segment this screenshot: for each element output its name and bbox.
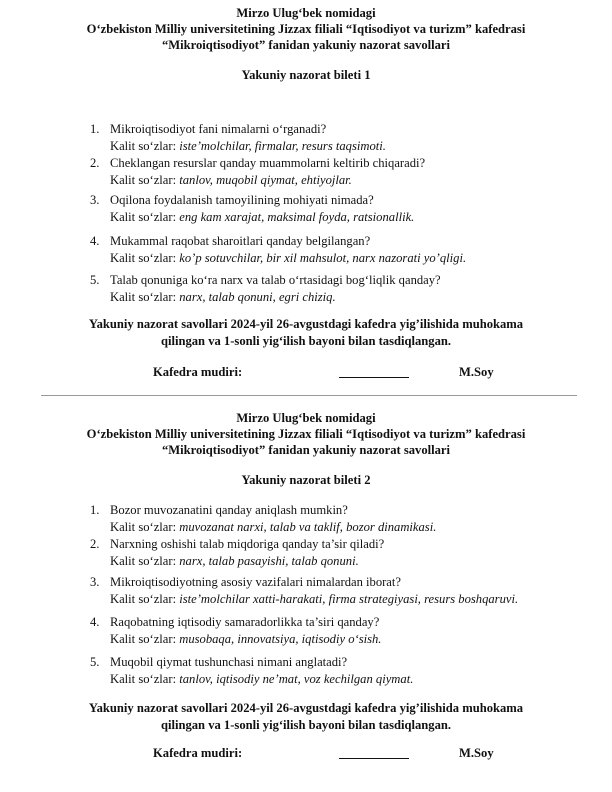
question-text: Muqobil qiymat tushunchasi nimani anglatadi? — [110, 655, 348, 669]
question-text: Mikroiqtisodiyot fani nimalarni o‘rganadi? — [110, 122, 327, 136]
approval-line-1: Yakuniy nazorat savollari 2024-yil 26-avgustdagi kafedra yig’ilishida muhokama — [88, 317, 524, 331]
signature-label: Kafedra mudiri: — [153, 365, 243, 379]
header-line-1: Mirzo Ulug‘bek nomidagi — [236, 411, 376, 425]
question-keywords — [110, 553, 359, 569]
keywords-label: Kalit so‘zlar: — [110, 139, 180, 153]
question-text: Oqilona foydalanish tamoyilining mohiyati nimada? — [110, 193, 374, 207]
header-line-2: O‘zbekiston Milliy universitetining Jizzax filiali “Iqtisodiyot va turizm” kafedrasi — [86, 427, 526, 441]
question-number: 1. — [90, 503, 100, 517]
keywords-label: Kalit so‘zlar: — [110, 251, 180, 265]
question-text: Narxning oshishi talab miqdoriga qanday ta’sir qiladi? — [110, 537, 385, 551]
question-number: 4. — [90, 234, 100, 248]
approval-line-1: Yakuniy nazorat savollari 2024-yil 26-avgustdagi kafedra yig’ilishida muhokama — [88, 701, 524, 715]
keywords-label: Kalit so‘zlar: — [110, 554, 180, 568]
signature-line — [339, 377, 409, 378]
keywords-text: ko’p sotuvchilar, bir xil mahsulot, narx nazorati yo’qligi. — [179, 251, 467, 265]
question-text: Bozor muvozanatini qanday aniqlash mumkin? — [110, 503, 348, 517]
keywords-text: musobaqa, innovatsiya, iqtisodiy o‘sish. — [179, 632, 382, 646]
keywords-label: Kalit so‘zlar: — [110, 210, 180, 224]
question-keywords — [110, 289, 336, 305]
approval-line-2: qilingan va 1-sonli yig‘ilish bayoni bilan tasdiqlangan. — [160, 718, 452, 732]
keywords-text: muvozanat narxi, talab va taklif, bozor dinamikasi. — [179, 520, 437, 534]
question-keywords — [110, 172, 352, 188]
keywords-label: Kalit so‘zlar: — [110, 672, 180, 686]
header-line-3: “Mikroiqtisodiyot” fanidan yakuniy nazorat savollari — [161, 38, 451, 52]
ticket-title: Yakuniy nazorat bileti 1 — [241, 68, 371, 82]
keywords-text: iste’molchilar xatti-harakati, firma strategiyasi, resurs boshqaruvi. — [179, 592, 519, 606]
question-number: 5. — [90, 273, 100, 287]
question-keywords — [110, 671, 413, 687]
question-number: 3. — [90, 193, 100, 207]
question-text: Talab qonuniga ko‘ra narx va talab o‘rtasidagi bog‘liqlik qanday? — [110, 273, 441, 287]
question-keywords — [110, 591, 518, 607]
keywords-label: Kalit so‘zlar: — [110, 173, 180, 187]
question-keywords — [110, 209, 414, 225]
header-line-2: O‘zbekiston Milliy universitetining Jizzax filiali “Iqtisodiyot va turizm” kafedrasi — [86, 22, 526, 36]
question-text: Raqobatning iqtisodiy samaradorlikka ta’siri qanday? — [110, 615, 380, 629]
question-number: 3. — [90, 575, 100, 589]
signature-name: M.Soy — [459, 365, 494, 379]
question-keywords — [110, 631, 381, 647]
question-keywords — [110, 519, 436, 535]
question-number: 1. — [90, 122, 100, 136]
ticket-divider — [41, 395, 577, 396]
keywords-text: tanlov, iqtisodiy ne’mat, voz kechilgan qiymat. — [179, 672, 414, 686]
question-text: Cheklangan resurslar qanday muammolarni keltirib chiqaradi? — [110, 156, 426, 170]
keywords-text: tanlov, muqobil qiymat, ehtiyojlar. — [179, 173, 352, 187]
keywords-label: Kalit so‘zlar: — [110, 290, 180, 304]
question-keywords — [110, 250, 466, 266]
keywords-text: eng kam xarajat, maksimal foyda, ratsionallik. — [179, 210, 415, 224]
question-number: 2. — [90, 537, 100, 551]
signature-label: Kafedra mudiri: — [153, 746, 243, 760]
approval-note — [0, 700, 612, 734]
keywords-text: narx, talab pasayishi, talab qonuni. — [179, 554, 359, 568]
keywords-label: Kalit so‘zlar: — [110, 632, 180, 646]
ticket-title: Yakuniy nazorat bileti 2 — [241, 473, 371, 487]
approval-note — [0, 316, 612, 350]
header-line-1: Mirzo Ulug‘bek nomidagi — [236, 6, 376, 20]
question-text: Mikroiqtisodiyotning asosiy vazifalari nimalardan iborat? — [110, 575, 401, 589]
keywords-text: narx, talab qonuni, egri chiziq. — [179, 290, 336, 304]
signature-line — [339, 758, 409, 759]
question-text: Mukammal raqobat sharoitlari qanday belgilangan? — [110, 234, 371, 248]
approval-line-2: qilingan va 1-sonli yig‘ilish bayoni bilan tasdiqlangan. — [160, 334, 452, 348]
keywords-text: iste’molchilar, firmalar, resurs taqsimoti. — [179, 139, 386, 153]
keywords-label: Kalit so‘zlar: — [110, 520, 180, 534]
header-line-3: “Mikroiqtisodiyot” fanidan yakuniy nazorat savollari — [161, 443, 451, 457]
question-number: 4. — [90, 615, 100, 629]
question-keywords — [110, 138, 386, 154]
question-number: 5. — [90, 655, 100, 669]
question-number: 2. — [90, 156, 100, 170]
keywords-label: Kalit so‘zlar: — [110, 592, 180, 606]
signature-name: M.Soy — [459, 746, 494, 760]
